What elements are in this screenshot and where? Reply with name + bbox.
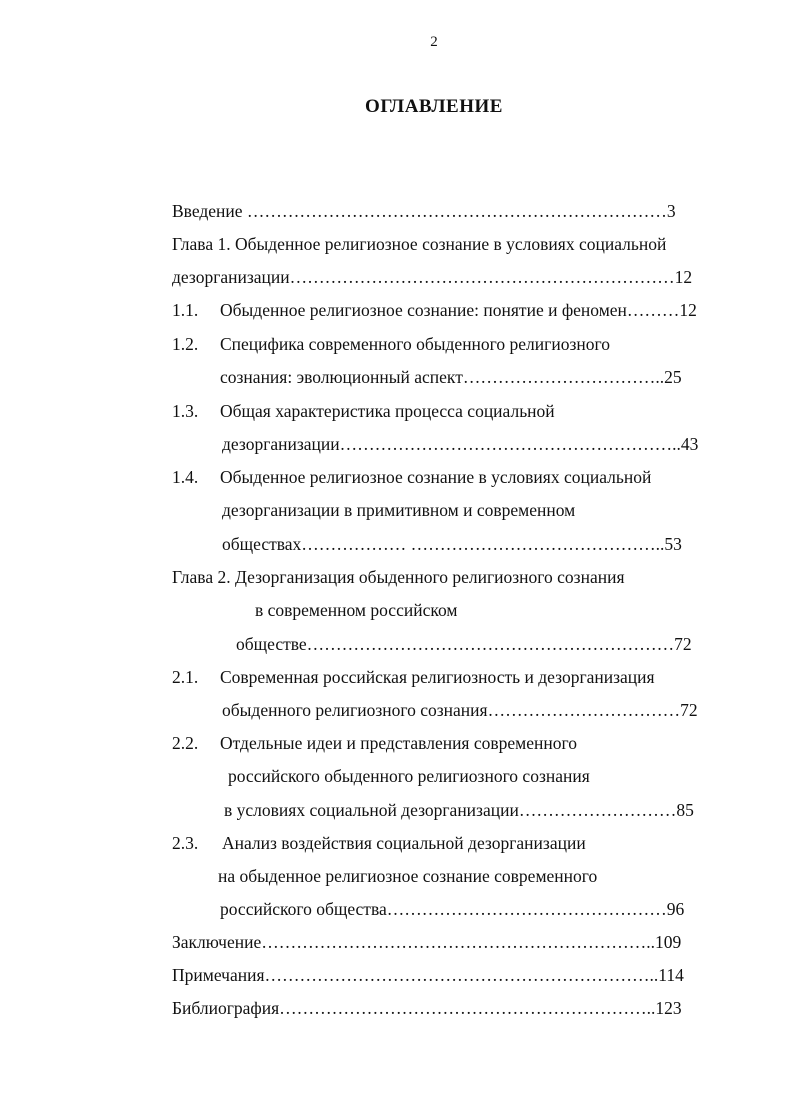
toc-entry-bibliography: Библиография………………………………………………………..123 [172,998,682,1018]
toc-entry-2-2: Отдельные идеи и представления современного [220,733,577,753]
toc-num-2-1: 2.1. [172,667,199,687]
toc-entry-chapter-1-cont: дезорганизации…………………………………………………………12 [172,267,693,287]
toc-entry-2-3-cont: на обыденное религиозное сознание современного [218,866,598,886]
toc-entry-chapter-2-cont: в современном российском [255,600,458,620]
toc-entry-2-1: Современная российская религиозность и дезорганизация [220,667,655,687]
toc-entry-1-1: Обыденное религиозное сознание: понятие и феномен………12 [220,300,697,320]
toc-entry-1-3: Общая характеристика процесса социальной [220,401,555,421]
toc-entry-2-3-cont2: российского общества…………………………………………96 [220,899,685,919]
toc-entry-1-4-cont: дезорганизации в примитивном и современном [222,500,576,520]
toc-num-1-2: 1.2. [172,334,199,354]
toc-num-2-2: 2.2. [172,733,199,753]
toc-entry-1-4: Обыденное религиозное сознание в условиях социальной [220,467,652,487]
toc-num-1-4: 1.4. [172,467,199,487]
toc-entry-chapter-2-cont2: обществе………………………………………………………72 [236,634,692,654]
toc-entry-1-3-cont: дезорганизации…………………………………………………..43 [222,434,699,454]
toc-entry-notes: Примечания…………………………………………………………..114 [172,965,684,985]
toc-entry-2-2-cont: российского обыденного религиозного сознания [228,766,590,786]
toc-entry-2-3: Анализ воздействия социальной дезорганизации [222,833,586,853]
toc-entry-intro: Введение ………………………………………………………………3 [172,201,676,221]
toc-entry-2-1-cont: обыденного религиозного сознания……………………………72 [222,700,698,720]
toc-entry-chapter-2: Глава 2. Дезорганизация обыденного религиозного сознания [172,567,625,587]
page-title: ОГЛАВЛЕНИЕ [365,96,503,117]
toc-num-1-3: 1.3. [172,401,199,421]
toc-entry-1-2-cont: сознания: эволюционный аспект……………………………..25 [220,367,682,387]
toc-num-1-1: 1.1. [172,300,199,320]
toc-entry-2-2-cont2: в условиях социальной дезорганизации………………………85 [224,800,694,820]
toc-entry-conclusion: Заключение…………………………………………………………..109 [172,932,682,952]
toc-entry-chapter-1: Глава 1. Обыденное религиозное сознание в условиях социальной [172,234,667,254]
page-number: 2 [430,34,438,50]
toc-num-2-3: 2.3. [172,833,199,853]
toc-entry-1-4-cont2: обществах……………… ……………………………………..53 [222,534,682,554]
toc-entry-1-2: Специфика современного обыденного религиозного [220,334,610,354]
